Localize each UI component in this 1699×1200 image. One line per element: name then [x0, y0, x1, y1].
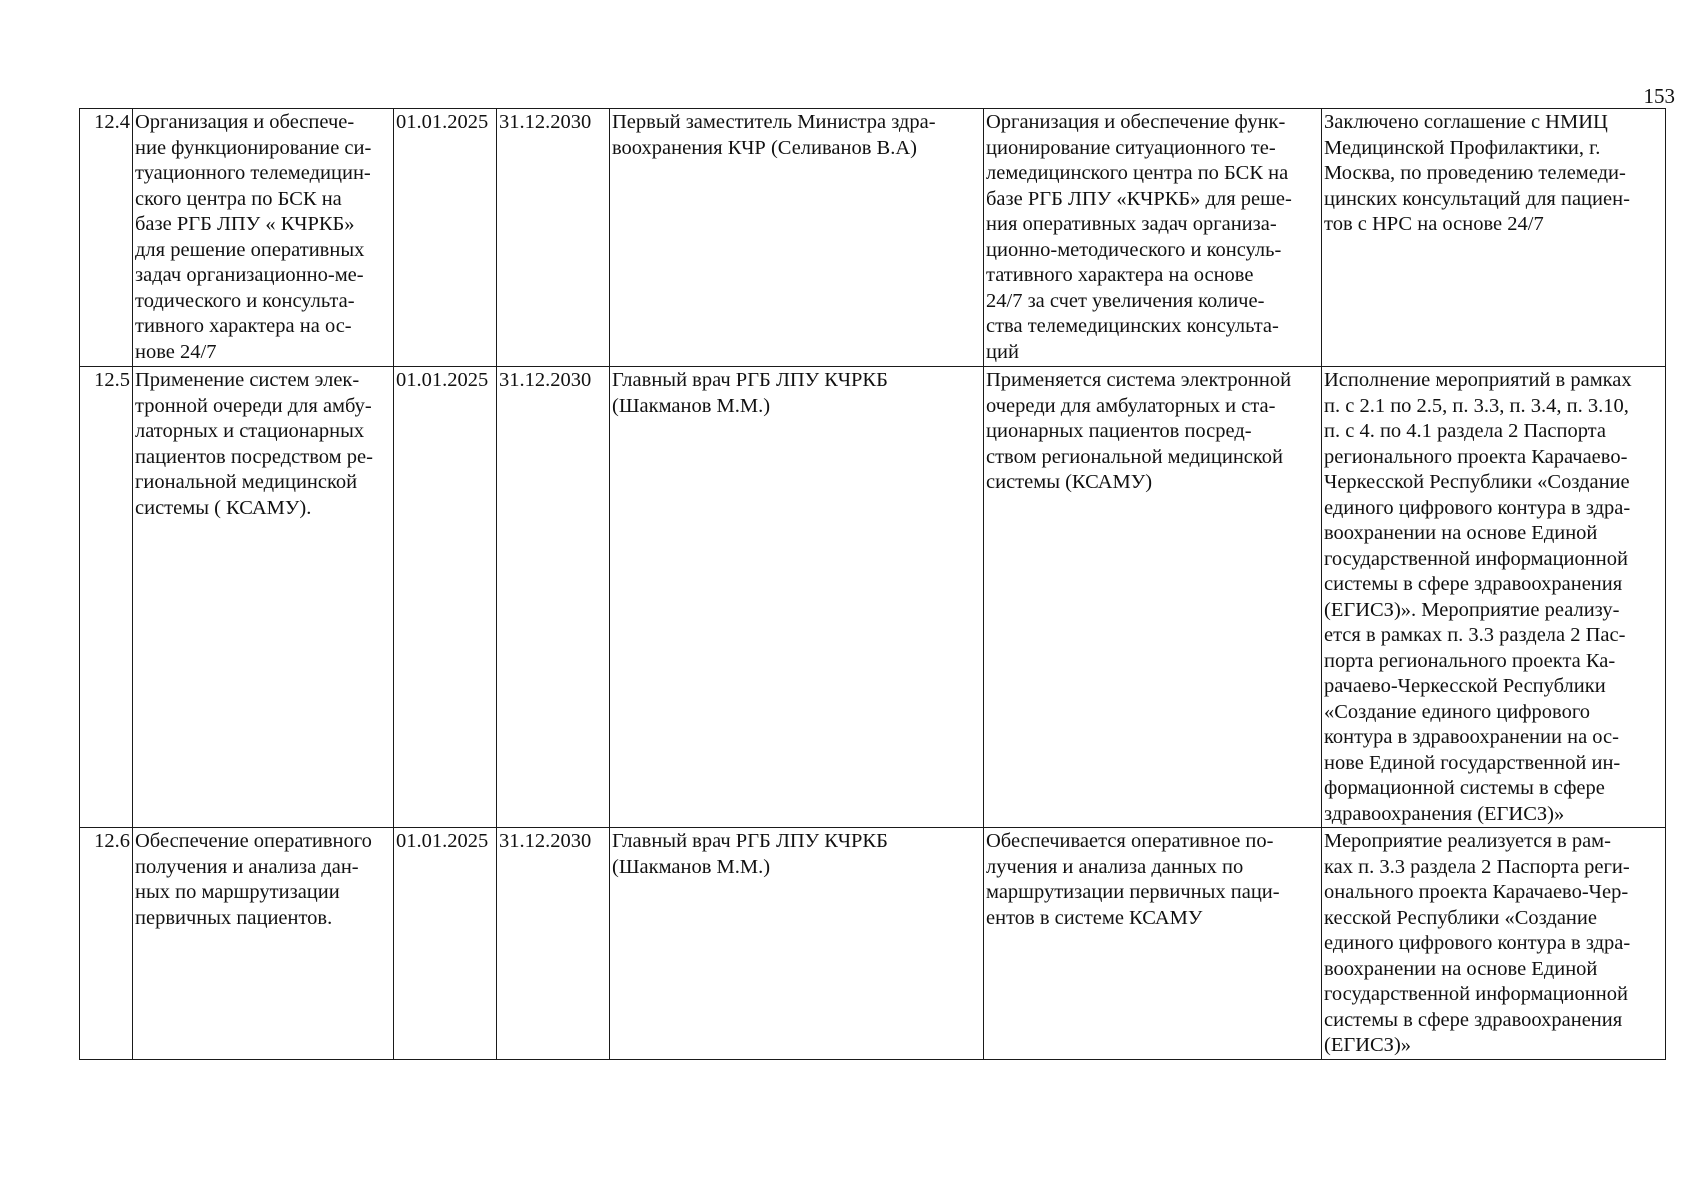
expected-result: Применяется система электронной очереди для амбулаторных и ста- ционарных пациентов посред- ством региональной медицинской системы (КСАМУ) [984, 367, 1322, 828]
end-date: 31.12.2030 [497, 109, 610, 367]
start-date: 01.01.2025 [394, 828, 497, 1060]
page-number: 153 [1643, 84, 1675, 108]
responsible-person: Первый заместитель Министра здра- воохранения КЧР (Селиванов В.А) [610, 109, 984, 367]
expected-result: Обеспечивается оперативное по- лучения и анализа данных по маршрутизации первичных паци- ентов в системе КСАМУ [984, 828, 1322, 1060]
execution-status: Мероприятие реализуется в рам- ках п. 3.3 раздела 2 Паспорта реги- онального проекта Карачаево-Чер- кесской Республики «Создание единого цифрового контура в здра- воохранении на основе Единой государственной информационной системы в сфере здравоохранения (ЕГИСЗ)» [1322, 828, 1666, 1060]
measure-name: Организация и обеспече- ние функционирование си- туационного телемедицин- ского центра по БСК на базе РГБ ЛПУ « КЧРКБ» для решение оперативных задач организационно-ме- тодического и консульта- тивного характера на ос- нове 24/7 [133, 109, 394, 367]
execution-status: Исполнение мероприятий в рамках п. с 2.1 по 2.5, п. 3.3, п. 3.4, п. 3.10, п. с 4. по 4.1 раздела 2 Паспорта регионального проекта Карачаево- Черкесской Республики «Создание единого цифрового контура в здра- воохранении на основе Единой государственной информационной системы в сфере здравоохранения (ЕГИСЗ)». Мероприятие реализу- ется в рамках п. 3.3 раздела 2 Пас- порта регионального проекта Ка- рачаево-Черкесской Республики «Создание единого цифрового контура в здравоохранении на ос- нове Единой государственной ин- формационной системы в сфере здравоохранения (ЕГИСЗ)» [1322, 367, 1666, 828]
table-row [80, 367, 1666, 828]
measures-table [79, 108, 1666, 1060]
start-date: 01.01.2025 [394, 367, 497, 828]
row-number: 12.6 [80, 828, 133, 1060]
end-date: 31.12.2030 [497, 367, 610, 828]
measure-name: Обеспечение оперативного получения и анализа дан- ных по маршрутизации первичных пациентов. [133, 828, 394, 1060]
table-row [80, 109, 1666, 367]
row-number: 12.4 [80, 109, 133, 367]
end-date: 31.12.2030 [497, 828, 610, 1060]
row-number: 12.5 [80, 367, 133, 828]
start-date: 01.01.2025 [394, 109, 497, 367]
expected-result: Организация и обеспечение функ- ционирование ситуационного те- лемедицинского центра по БСК на базе РГБ ЛПУ «КЧРКБ» для реше- ния оперативных задач организа- ционно-методического и консуль- тативного характера на основе 24/7 за счет увеличения количе- ства телемедицинских консульта- ций [984, 109, 1322, 367]
responsible-person: Главный врач РГБ ЛПУ КЧРКБ (Шакманов М.М.) [610, 367, 984, 828]
table-row [80, 828, 1666, 1060]
responsible-person: Главный врач РГБ ЛПУ КЧРКБ (Шакманов М.М.) [610, 828, 984, 1060]
measure-name: Применение систем элек- тронной очереди для амбу- латорных и стационарных пациентов посредством ре- гиональной медицинской системы ( КСАМУ). [133, 367, 394, 828]
execution-status: Заключено соглашение с НМИЦ Медицинской Профилактики, г. Москва, по проведению телемеди- цинских консультаций для пациен- тов с НРС на основе 24/7 [1322, 109, 1666, 367]
